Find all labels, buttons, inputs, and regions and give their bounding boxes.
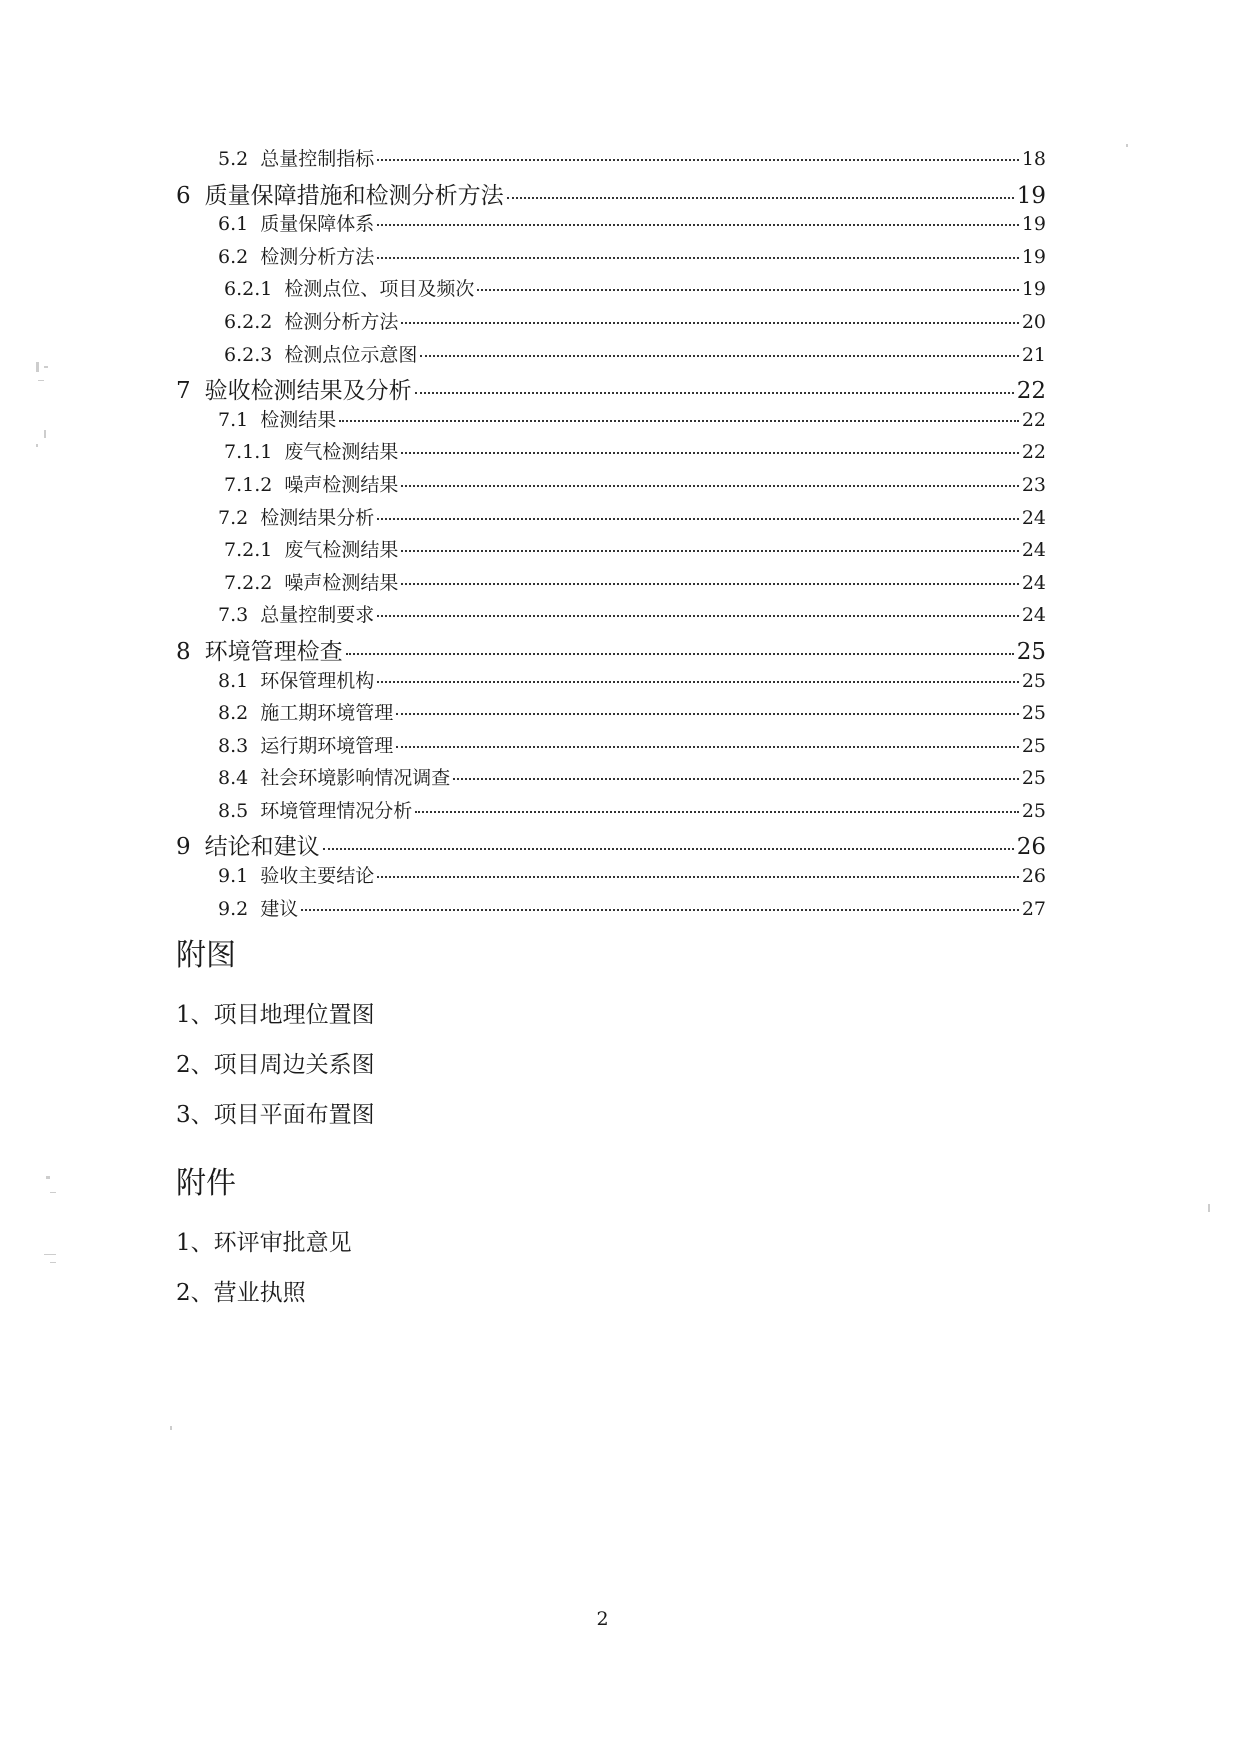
toc-dot-leader [377,159,1019,161]
toc-entry-title: 环境管理检查 [204,638,343,665]
toc-entry [176,828,1046,861]
toc-entry [176,731,1046,764]
toc-entry-title: 检测分析方法 [260,245,375,268]
toc-entry [176,372,1046,405]
toc-entry-number: 8.1 [218,669,249,692]
toc-entry-page: 27 [1021,897,1046,920]
toc-entry-title: 运行期环境管理 [260,734,394,757]
toc-entry-number: 6.2 [218,245,249,268]
toc-dot-leader [401,485,1018,487]
toc-entry [176,470,1046,503]
toc-dot-leader [377,876,1019,878]
scan-speck [50,1192,56,1193]
toc-entry [176,666,1046,699]
toc-entry-number: 8.4 [218,767,249,790]
attachment-list-item: 2、营业执照 [176,1280,306,1306]
toc-entry [176,763,1046,796]
scan-speck [1208,1204,1210,1212]
toc-entry-title: 建议 [260,897,299,920]
toc-entry-page: 24 [1021,506,1046,529]
figures-heading: 附图 [176,938,236,973]
scan-speck [36,362,39,372]
toc-entry [176,209,1046,242]
toc-entry-page: 24 [1021,571,1046,594]
toc-entry [176,177,1046,210]
toc-entry-number: 6.1 [218,213,249,236]
scan-speck [44,430,46,438]
toc-entry-number: 6.2.2 [224,310,273,333]
toc-entry-number: 9.2 [218,897,249,920]
toc-dot-leader [507,197,1014,199]
toc-dot-leader [301,909,1019,911]
toc-entry-number: 7.2 [218,506,249,529]
toc-entry-title: 检测结果 [260,408,337,431]
toc-dot-leader [401,322,1018,324]
toc-dot-leader [420,355,1018,357]
toc-entry-number: 7.2.1 [224,539,273,562]
toc-entry [176,698,1046,731]
figure-list-item: 1、项目地理位置图 [176,1002,375,1028]
toc-entry-title: 废气检测结果 [284,539,399,562]
toc-entry-page: 24 [1021,604,1046,627]
toc-entry-page: 20 [1021,310,1046,333]
toc-entry-number: 6.2.1 [224,278,273,301]
toc-dot-leader [453,778,1019,780]
toc-entry-number: 7.1.1 [224,441,273,464]
scan-speck [36,444,38,447]
toc-entry-page: 22 [1021,441,1046,464]
toc-dot-leader [346,653,1014,655]
toc-entry-page: 25 [1021,767,1046,790]
toc-entry-number: 9.1 [218,865,249,888]
toc-entry-number: 9 [176,834,191,861]
toc-dot-leader [377,224,1019,226]
toc-entry-page: 21 [1021,343,1046,366]
toc-entry-page: 25 [1021,669,1046,692]
toc-entry-title: 环境管理情况分析 [260,799,413,822]
toc-entry-title: 检测点位、项目及频次 [284,278,475,301]
toc-entry-page: 19 [1021,278,1046,301]
toc-dot-leader [377,257,1019,259]
scan-speck [44,1254,56,1255]
toc-entry [176,503,1046,536]
toc-entry [176,535,1046,568]
toc-entry [176,405,1046,438]
scan-speck [170,1426,172,1430]
toc-entry [176,894,1046,927]
toc-entry [176,144,1046,177]
toc-entry [176,307,1046,340]
toc-dot-leader [396,713,1019,715]
toc-dot-leader [377,681,1019,683]
scan-speck [44,366,48,368]
table-of-contents [176,144,1046,926]
toc-dot-leader [477,289,1018,291]
attachment-list-item: 1、环评审批意见 [176,1230,352,1256]
toc-entry-title: 检测分析方法 [284,310,399,333]
toc-entry-page: 23 [1021,473,1046,496]
toc-entry-page: 19 [1016,182,1046,209]
toc-entry-title: 环保管理机构 [260,669,375,692]
toc-entry-page: 25 [1021,734,1046,757]
toc-entry-title: 检测结果分析 [260,506,375,529]
toc-entry-page: 19 [1021,213,1046,236]
toc-entry [176,633,1046,666]
toc-entry-title: 总量控制要求 [260,604,375,627]
toc-entry-page: 26 [1021,865,1046,888]
toc-entry-number: 7.3 [218,604,249,627]
toc-dot-leader [323,848,1014,850]
figures-list [176,990,375,1140]
toc-entry-page: 26 [1016,834,1046,861]
toc-entry-page: 25 [1016,638,1046,665]
toc-dot-leader [377,518,1019,520]
figure-list-item: 3、项目平面布置图 [176,1102,375,1128]
toc-entry-number: 7 [176,378,191,405]
page-number: 2 [596,1608,609,1630]
toc-entry-title: 验收主要结论 [260,865,375,888]
toc-entry-number: 7.2.2 [224,571,273,594]
toc-dot-leader [339,420,1019,422]
toc-entry-number: 8.3 [218,734,249,757]
toc-entry-title: 社会环境影响情况调查 [260,767,451,790]
toc-entry [176,274,1046,307]
toc-entry-number: 8.5 [218,799,249,822]
toc-entry-page: 18 [1021,148,1046,170]
toc-dot-leader [401,452,1018,454]
toc-entry-number: 8.2 [218,702,249,725]
toc-dot-leader [401,583,1018,585]
toc-dot-leader [415,811,1019,813]
toc-entry-title: 噪声检测结果 [284,473,399,496]
toc-entry-title: 总量控制指标 [260,148,375,170]
toc-dot-leader [396,746,1019,748]
scan-speck [1126,144,1128,147]
toc-entry-number: 5.2 [218,148,249,170]
toc-entry-title: 质量保障体系 [260,213,375,236]
toc-entry-number: 8 [176,638,191,665]
toc-entry-number: 6.2.3 [224,343,273,366]
toc-entry-page: 22 [1016,378,1046,405]
toc-entry [176,437,1046,470]
toc-entry-title: 验收检测结果及分析 [204,378,412,405]
scan-speck [50,1262,56,1263]
toc-entry [176,242,1046,275]
toc-entry-title: 结论和建议 [204,834,320,861]
toc-entry [176,340,1046,373]
toc-entry-number: 7.1 [218,408,249,431]
toc-entry-title: 噪声检测结果 [284,571,399,594]
toc-entry [176,796,1046,829]
toc-entry-title: 检测点位示意图 [284,343,418,366]
toc-dot-leader [401,550,1018,552]
toc-entry-page: 25 [1021,799,1046,822]
figure-list-item: 2、项目周边关系图 [176,1052,375,1078]
toc-entry-number: 6 [176,182,191,209]
toc-entry-page: 19 [1021,245,1046,268]
attachments-heading: 附件 [176,1166,236,1201]
toc-entry [176,861,1046,894]
toc-dot-leader [377,615,1019,617]
scan-speck [46,1176,50,1179]
toc-entry-title: 废气检测结果 [284,441,399,464]
toc-entry-page: 22 [1021,408,1046,431]
toc-entry [176,568,1046,601]
toc-entry-title: 施工期环境管理 [260,702,394,725]
toc-entry-title: 质量保障措施和检测分析方法 [204,182,504,209]
toc-entry-page: 25 [1021,702,1046,725]
scan-speck [38,380,44,381]
toc-entry [176,600,1046,633]
attachments-list [176,1218,352,1318]
toc-dot-leader [415,392,1014,394]
toc-entry-number: 7.1.2 [224,473,273,496]
toc-entry-page: 24 [1021,539,1046,562]
